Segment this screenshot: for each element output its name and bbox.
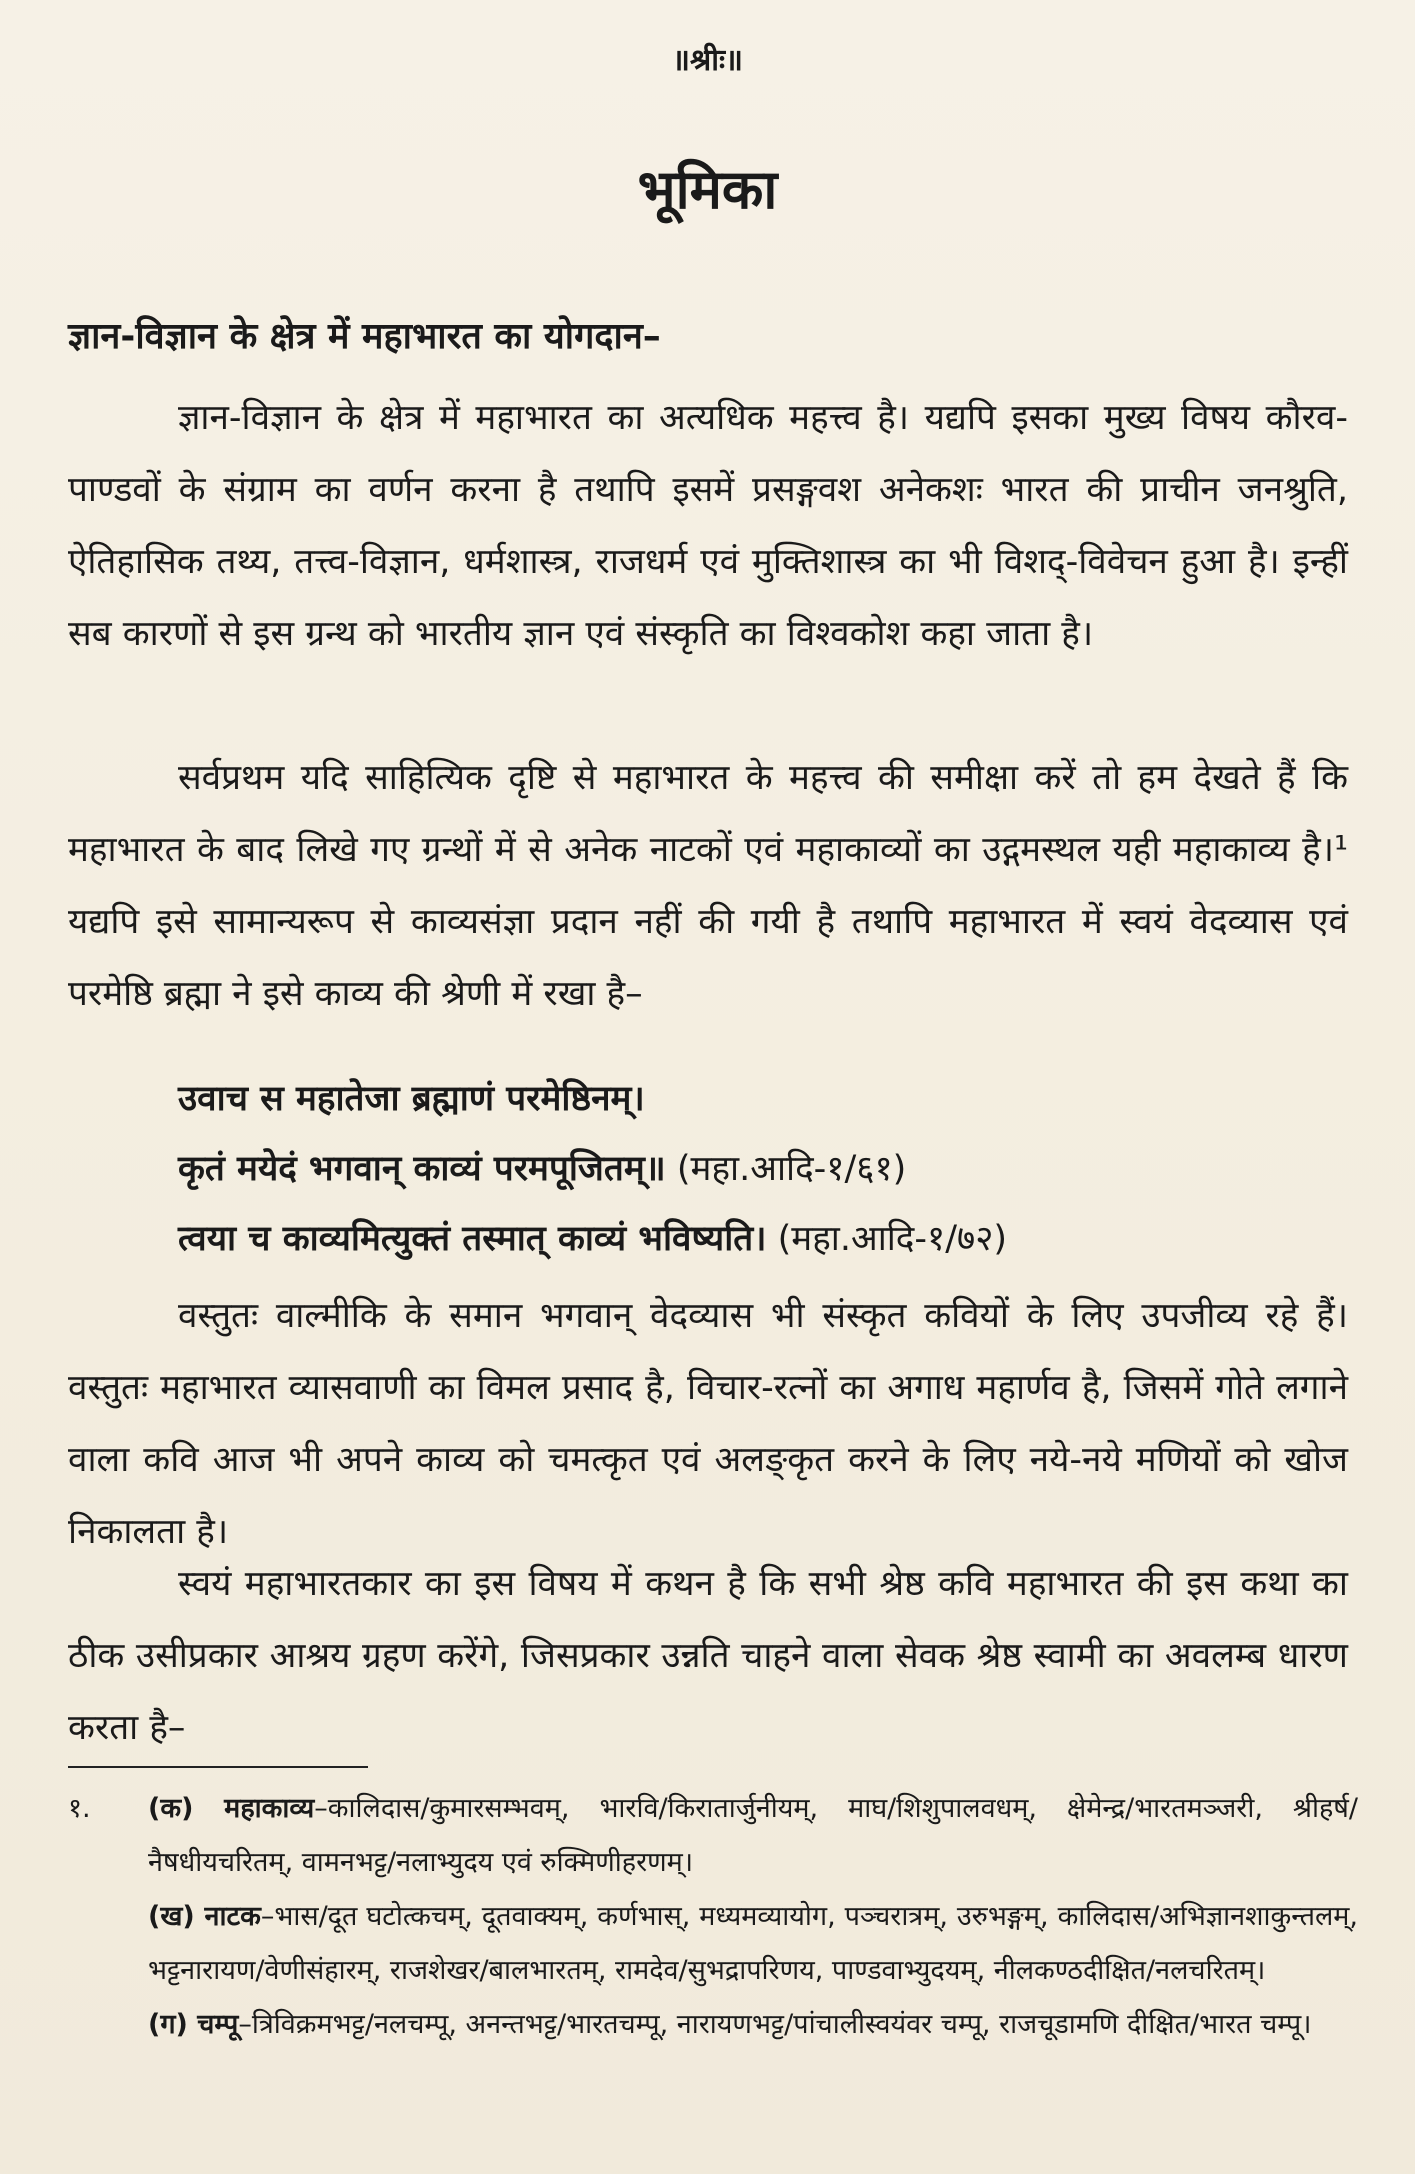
paragraph-3: वस्तुतः वाल्मीकि के समान भगवान् वेदव्यास भी संस्कृत कवियों के लिए उपजीव्य रहे हैं। वस्तुतः महाभारत व्यासवाणी का विमल प्रसाद है, विचार-रत्नों का अगाध महार्णव है, जिसमें गोते लगाने वाला कवि आज भी अपने काव्य को चमत्कृत एवं अलङ्कृत करने के लिए नये-नये मणियों को खोज निकालता है। <box>68 1296 1348 1552</box>
verse-block <box>178 1064 1358 1274</box>
footnotes <box>68 1782 1358 2052</box>
footnote-text: –भास/दूत घटोत्कचम्, दूतवाक्यम्, कर्णभास्, मध्यमव्यायोग, पञ्चरात्रम्, उरुभङ्गम्, कालिदास/अभिज्ञानशाकुन्तलम्, भट्टनारायण/वेणीसंहारम्, राजशेखर/बालभारतम्, रामदेव/सुभद्रापरिणय, पाण्डवाभ्युदयम्, नीलकण्ठदीक्षित/नलचरितम्। <box>148 1901 1358 1986</box>
footnote-text: –कालिदास/कुमारसम्भवम्, भारवि/किरातार्जुनीयम्, माघ/शिशुपालवधम्, क्षेमेन्द्र/भारतमञ्जरी, श्रीहर्ष/नैषधीयचरितम्, वामनभट्ट/नलाभ्युदय एवं रुक्मिणीहरणम्। <box>148 1793 1359 1878</box>
footnote-item <box>68 1890 1358 1998</box>
paragraph-1-block <box>68 382 1348 670</box>
page-title: भूमिका <box>637 158 778 221</box>
footnote-number: १. <box>68 1793 91 1824</box>
verse-reference: (महा.आदि-१/७२) <box>766 1219 1008 1259</box>
verse-text: उवाच स महातेजा ब्रह्माणं परमेष्ठिनम्। <box>178 1079 645 1119</box>
footnote-category: (ग) चम्पू <box>148 2009 239 2040</box>
invocation-mark: ॥श्रीः॥ <box>671 43 743 78</box>
paragraph-2: सर्वप्रथम यदि साहित्यिक दृष्टि से महाभारत के महत्त्व की समीक्षा करें तो हम देखते हैं कि महाभारत के बाद लिखे गए ग्रन्थों में से अनेक नाटकों एवं महाकाव्यों का उद्गमस्थल यही महाकाव्य है।¹ यद्यपि इसे सामान्यरूप से काव्यसंज्ञा प्रदान नहीं की गयी है तथापि महाभारत में स्वयं वेदव्यास एवं परमेष्ठि ब्रह्मा ने इसे काव्य की श्रेणी में रखा है– <box>68 758 1348 1014</box>
section-heading: ज्ञान-विज्ञान के क्षेत्र में महाभारत का योगदान– <box>68 316 661 357</box>
footnote-category: (क) महाकाव्य <box>148 1793 315 1824</box>
footnote-item <box>68 1782 1358 1890</box>
footnote-item <box>68 1998 1358 2052</box>
footnote-category: (ख) नाटक <box>148 1901 261 1932</box>
footnote-text: –त्रिविक्रमभट्ट/नलचम्पू, अनन्तभट्ट/भारतचम्पू, नारायणभट्ट/पांचालीस्वयंवर चम्पू, राजचूडामणि दीक्षित/भारत चम्पू। <box>238 2009 1312 2040</box>
verse-text: त्वया च काव्यमित्युक्तं तस्मात् काव्यं भविष्यति। <box>178 1219 767 1259</box>
verse-line-2 <box>178 1134 1358 1204</box>
paragraph-4: स्वयं महाभारतकार का इस विषय में कथन है कि सभी श्रेष्ठ कवि महाभारत की इस कथा का ठीक उसीप्रकार आश्रय ग्रहण करेंगे, जिसप्रकार उन्नति चाहने वाला सेवक श्रेष्ठ स्वामी का अवलम्ब धारण करता है– <box>68 1564 1348 1748</box>
paragraph-4-block <box>68 1548 1348 1764</box>
verse-line-1 <box>178 1064 1358 1134</box>
verse-line-3 <box>178 1204 1358 1274</box>
verse-reference: (महा.आदि-१/६१) <box>665 1149 907 1189</box>
paragraph-1: ज्ञान-विज्ञान के क्षेत्र में महाभारत का अत्यधिक महत्त्व है। यद्यपि इसका मुख्य विषय कौरव-पाण्डवों के संग्राम का वर्णन करना है तथापि इसमें प्रसङ्गवश अनेकशः भारत की प्राचीन जनश्रुति, ऐतिहासिक तथ्य, तत्त्व-विज्ञान, धर्मशास्त्र, राजधर्म एवं मुक्तिशास्त्र का भी विशद्-विवेचन हुआ है। इन्हीं सब कारणों से इस ग्रन्थ को भारतीय ज्ञान एवं संस्कृति का विश्वकोश कहा जाता है। <box>68 398 1348 654</box>
paragraph-3-block <box>68 1280 1348 1568</box>
verse-text: कृतं मयेदं भगवान् काव्यं परमपूजितम्॥ <box>178 1149 666 1189</box>
paragraph-2-block <box>68 742 1348 1030</box>
footnote-divider <box>68 1766 368 1768</box>
